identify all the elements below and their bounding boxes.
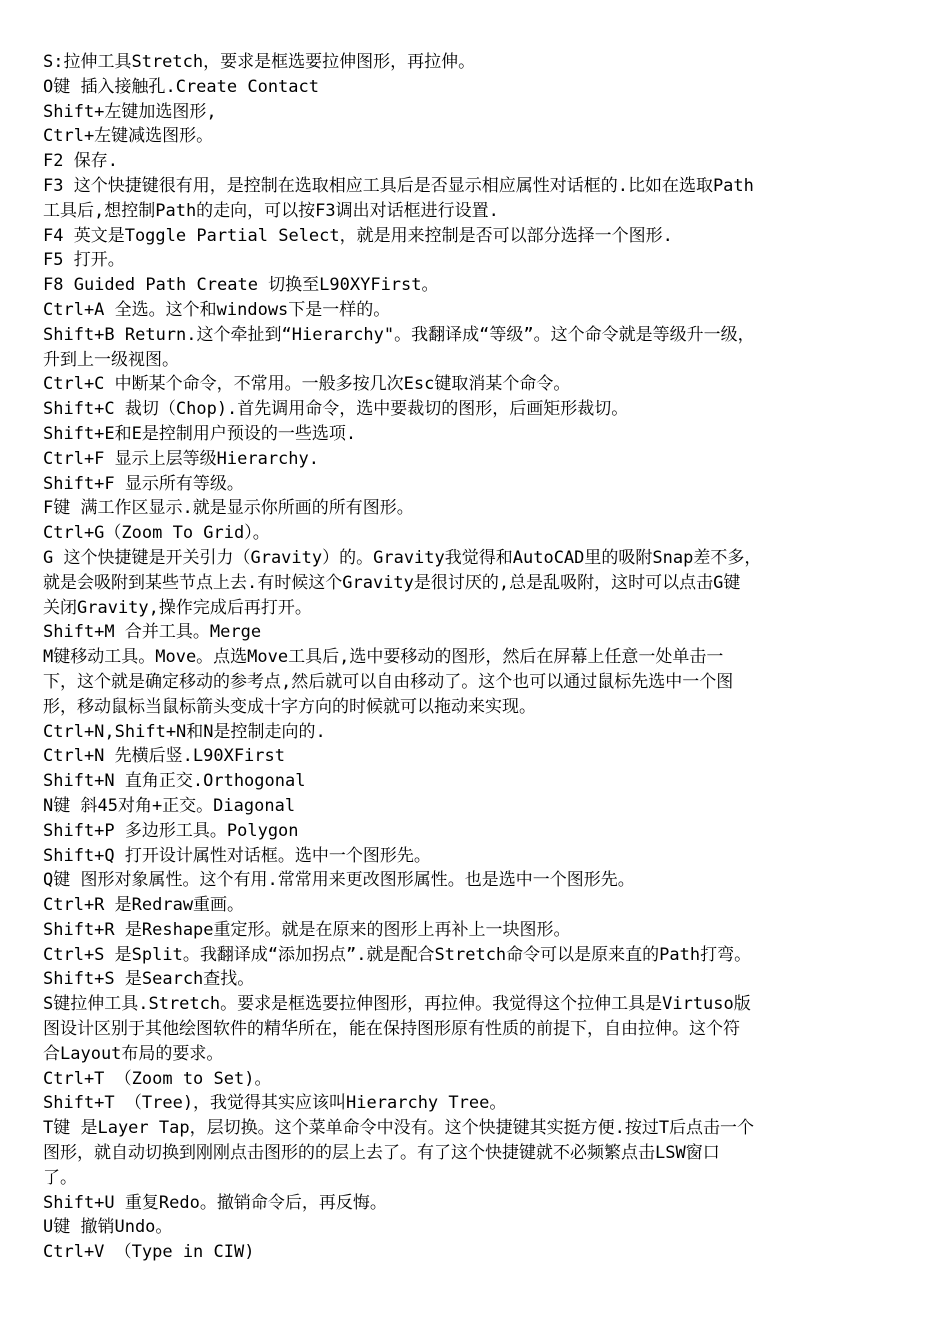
text-line: Q键 图形对象属性。这个有用.常常用来更改图形属性。也是选中一个图形先。 [43, 870, 635, 891]
text-line: Shift+S 是Search查找。 [43, 969, 255, 990]
text-line: Shift+U 重复Redo。撤销命令后，再反悔。 [43, 1192, 387, 1213]
text-line: Shift+B Return.这个牵扯到“Hierarchy"。我翻译成“等级”。这个命令就是等级升一级， [43, 324, 755, 345]
text-line: Shift+P 多边形工具。Polygon [43, 820, 299, 841]
text-line: U键 撤销Undo。 [43, 1217, 173, 1238]
text-line: Shift+N 直角正交.Orthogonal [43, 771, 306, 792]
document-page [43, 50, 905, 1265]
text-line: 形，移动鼠标当鼠标箭头变成十字方向的时候就可以拖动来实现。 [43, 696, 536, 717]
text-line: M键移动工具。Move。点选Move工具后,选中要移动的图形，然后在屏幕上任意一处单击一 [43, 647, 724, 668]
text-line: F5 打开。 [43, 250, 125, 271]
text-line: 图形，就自动切换到刚刚点击图形的的层上去了。有了这个快捷键就不必频繁点击LSW窗口 [43, 1143, 720, 1164]
text-line: 就是会吸附到某些节点上去.有时候这个Gravity是很讨厌的,总是乱吸附，这时可以点击G键 [43, 572, 741, 593]
text-line: S:拉伸工具Stretch，要求是框选要拉伸图形，再拉伸。 [43, 52, 476, 72]
text-line: Ctrl+G（Zoom To Grid）。 [43, 523, 270, 544]
text-line: 关闭Gravity,操作完成后再打开。 [43, 597, 312, 618]
text-line: Ctrl+F 显示上层等级Hierarchy. [43, 448, 319, 469]
text-line: S键拉伸工具.Stretch。要求是框选要拉伸图形，再拉伸。我觉得这个拉伸工具是Virtuso版 [43, 994, 751, 1015]
text-line: 下，这个就是确定移动的参考点,然后就可以自由移动了。这个也可以通过鼠标先选中一个图 [43, 671, 734, 692]
text-line: Shift+E和E是控制用户预设的一些选项. [43, 423, 357, 444]
text-line: Ctrl+N,Shift+N和N是控制走向的. [43, 721, 326, 742]
text-line: 升到上一级视图。 [43, 349, 179, 370]
text-line: F4 英文是Toggle Partial Select，就是用来控制是否可以部分选择一个图形. [43, 225, 673, 246]
text-line: Ctrl+V （Type in CIW) [43, 1242, 255, 1263]
text-line: O键 插入接触孔.Create Contact [43, 76, 319, 97]
text-line: N键 斜45对角+正交。Diagonal [43, 795, 296, 816]
text-line: Shift+T （Tree)，我觉得其实应该叫Hierarchy Tree。 [43, 1093, 507, 1114]
text-line: Ctrl+C 中断某个命令，不常用。一般多按几次Esc键取消某个命令。 [43, 374, 571, 395]
text-line: F2 保存. [43, 151, 118, 172]
text-line: 合Layout布局的要求。 [43, 1043, 224, 1064]
text-line: Shift+左键加选图形, [43, 101, 217, 122]
text-line: T键 是Layer Tap，层切换。这个菜单命令中没有。这个快捷键其实挺方便.按过T后点击一个 [43, 1118, 755, 1139]
text-line: Shift+M 合并工具。Merge [43, 622, 262, 643]
text-line: Shift+R 是Reshape重定形。就是在原来的图形上再补上一块图形。 [43, 919, 571, 940]
text-line: Shift+F 显示所有等级。 [43, 473, 244, 494]
text-line: F3 这个快捷键很有用，是控制在选取相应工具后是否显示相应属性对话框的.比如在选取Path [43, 175, 754, 196]
text-line: Ctrl+左键减选图形。 [43, 126, 214, 147]
text-line: Ctrl+T （Zoom to Set)。 [43, 1068, 272, 1089]
text-line: 了。 [43, 1167, 77, 1188]
text-line: Ctrl+S 是Split。我翻译成“添加拐点”.就是配合Stretch命令可以是原来直的Path打弯。 [43, 944, 752, 965]
text-line: G 这个快捷键是开关引力（Gravity）的。Gravity我觉得和AutoCAD里的吸附Snap差不多， [43, 547, 762, 568]
text-line: 图设计区别于其他绘图软件的精华所在，能在保持图形原有性质的前提下，自由拉伸。这个符 [43, 1019, 740, 1040]
text-line: Ctrl+R 是Redraw重画。 [43, 895, 245, 916]
text-line: Shift+C 裁切（Chop).首先调用命令，选中要裁切的图形，后画矩形裁切。 [43, 399, 629, 420]
text-line: Shift+Q 打开设计属性对话框。选中一个图形先。 [43, 845, 431, 866]
text-line: Ctrl+A 全选。这个和windows下是一样的。 [43, 299, 391, 320]
text-line: Ctrl+N 先横后竖.L90XFirst [43, 746, 285, 767]
text-line: F8 Guided Path Create 切换至L90XYFirst。 [43, 275, 439, 296]
text-line: 工具后,想控制Path的走向，可以按F3调出对话框进行设置. [43, 200, 499, 221]
text-line: F键 满工作区显示.就是显示你所画的所有图形。 [43, 498, 414, 519]
